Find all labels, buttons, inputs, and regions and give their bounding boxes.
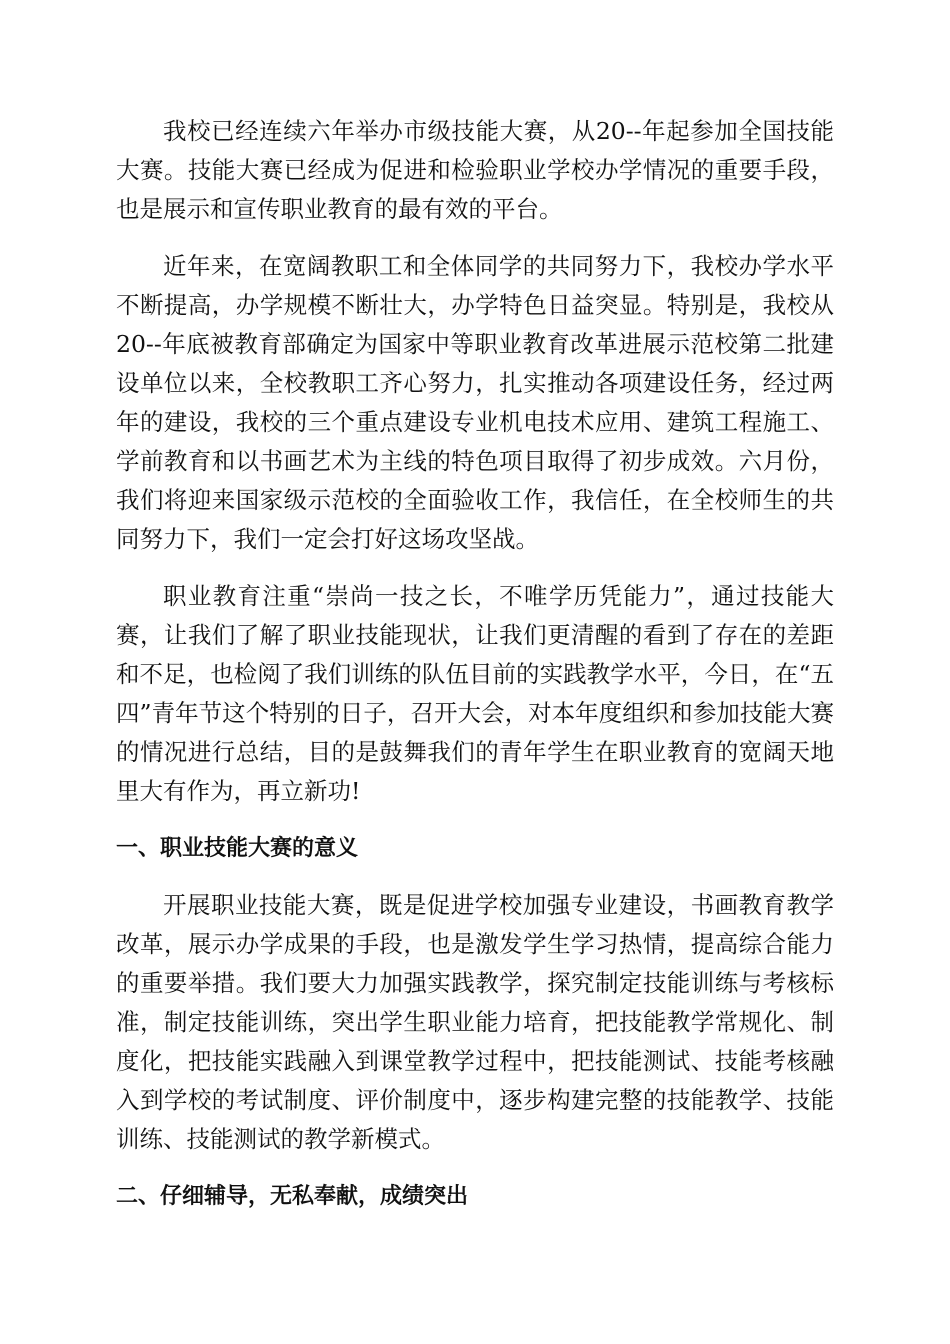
section-2-heading: 二、仔细辅导，无私奉献，成绩突出 xyxy=(116,1184,469,1209)
intro-paragraph-3: 职业教育注重“崇尚一技之长，不唯学历凭能力”，通过技能大赛，让我们了解了职业技能现状，让我们更清醒的看到了存在的差距和不足，也检阅了我们训练的队伍目前的实践教学水平，今日，在“五四”青年节这个特别的日子，召开大会，对本年度组织和参加技能大赛的情况进行总结，目的是鼓舞我们的青年学生在职业教育的宽阔天地里大有作为，再立新功! xyxy=(116,582,834,805)
section-1-heading: 一、职业技能大赛的意义 xyxy=(116,836,359,861)
intro-paragraph-1: 我校已经连续六年举办市级技能大赛，从20--年起参加全国技能大赛。技能大赛已经成为促进和检验职业学校办学情况的重要手段，也是展示和宣传职业教育的最有效的平台。 xyxy=(116,117,834,223)
section-1-paragraph: 开展职业技能大赛，既是促进学校加强专业建设，书画教育教学改革，展示办学成果的手段，也是激发学生学习热情，提高综合能力的重要举措。我们要大力加强实践教学，探究制定技能训练与考核标准，制定技能训练，突出学生职业能力培育，把技能教学常规化、制度化，把技能实践融入到课堂教学过程中，把技能测试、技能考核融入到学校的考试制度、评价制度中，逐步构建完整的技能教学、技能训练、技能测试的教学新模式。 xyxy=(116,891,834,1153)
intro-paragraph-2: 近年来，在宽阔教职工和全体同学的共同努力下，我校办学水平不断提高，办学规模不断壮大，办学特色日益突显。特别是，我校从20--年底被教育部确定为国家中等职业教育改革进展示范校第二批建设单位以来，全校教职工齐心努力，扎实推动各项建设任务，经过两年的建设，我校的三个重点建设专业机电技术应用、建筑工程施工、学前教育和以书画艺术为主线的特色项目取得了初步成效。六月份，我们将迎来国家级示范校的全面验收工作，我信任，在全校师生的共同努力下，我们一定会打好这场攻坚战。 xyxy=(116,252,834,553)
document-body xyxy=(116,112,834,1234)
